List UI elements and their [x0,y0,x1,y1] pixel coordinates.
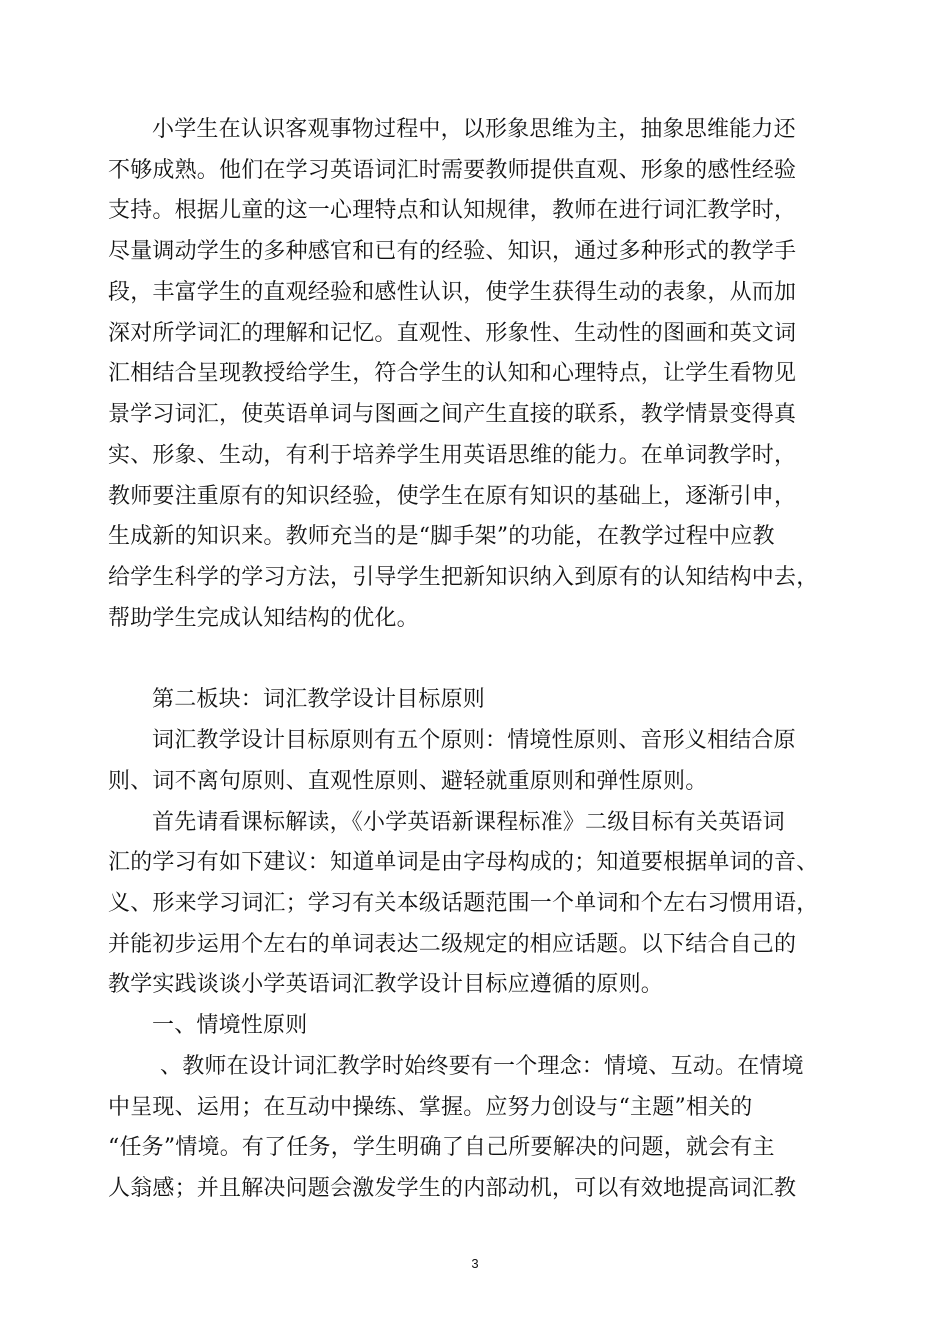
page-number: 3 [471,1256,479,1271]
paragraph-3-line-5: 教学实践谈谈小学英语词汇教学设计目标应遵循的原则。 [108,972,664,997]
paragraph-4-line-1: 、教师在设计词汇教学时始终要有一个理念：情境、互动。在情境 [160,1054,804,1079]
paragraph-1-line-3: 支持。根据儿童的这一心理特点和认知规律，教师在进行词汇教学时， [108,198,797,223]
paragraph-1-line-7: 汇相结合呈现教授给学生，符合学生的认知和心理特点，让学生看物见 [108,361,797,386]
paragraph-1-line-13: 帮助学生完成认知结构的优化。 [108,606,419,631]
paragraph-1-line-2: 不够成熟。他们在学习英语词汇时需要教师提供直观、形象的感性经验 [108,158,797,183]
paragraph-3-line-2: 汇的学习有如下建议：知道单词是由字母构成的；知道要根据单词的音、 [108,850,819,875]
paragraph-4-line-2: 中呈现、运用；在互动中操练、掌握。应努力创设与“主题”相关的 [108,1095,753,1120]
paragraph-1-line-4: 尽量调动学生的多种感官和已有的经验、知识，通过多种形式的教学手 [108,239,797,264]
paragraph-3-line-1: 首先请看课标解读，《小学英语新课程标准》二级目标有关英语词 [152,810,785,835]
paragraph-1-line-8: 景学习词汇，使英语单词与图画之间产生直接的联系，教学情景变得真 [108,402,797,427]
paragraph-1-line-1: 小学生在认识客观事物过程中，以形象思维为主，抽象思维能力还 [152,117,796,142]
paragraph-1-line-10: 教师要注重原有的知识经验，使学生在原有知识的基础上，逐渐引申， [108,484,797,509]
paragraph-1-line-12: 给学生科学的学习方法，引导学生把新知识纳入到原有的认知结构中去， [108,565,819,590]
paragraph-4-line-3: “任务”情境。有了任务，学生明确了自己所要解决的问题，就会有主 [108,1135,775,1160]
paragraph-1-line-5: 段，丰富学生的直观经验和感性认识，使学生获得生动的表象，从而加 [108,280,797,305]
paragraph-3-line-3: 义、形来学习词汇；学习有关本级话题范围一个单词和个左右习惯用语， [108,891,819,916]
paragraph-1-line-11: 生成新的知识来。教师充当的是“脚手架”的功能，在教学过程中应教 [108,524,775,549]
paragraph-4-line-4: 人翁感；并且解决问题会激发学生的内部动机，可以有效地提高词汇教 [108,1176,797,1201]
paragraph-1-line-6: 深对所学词汇的理解和记忆。直观性、形象性、生动性的图画和英文词 [108,321,797,346]
section-heading-2: 第二板块：词汇教学设计目标原则 [152,687,486,712]
paragraph-3-line-4: 并能初步运用个左右的单词表达二级规定的相应话题。以下结合自己的 [108,932,797,957]
subsection-heading-1: 一、情境性原则 [152,1013,308,1038]
paragraph-1-line-9: 实、形象、生动，有利于培养学生用英语思维的能力。在单词教学时， [108,443,797,468]
paragraph-2-line-2: 则、词不离句原则、直观性原则、避轻就重原则和弹性原则。 [108,769,708,794]
paragraph-2-line-1: 词汇教学设计目标原则有五个原则：情境性原则、音形义相结合原 [152,728,796,753]
